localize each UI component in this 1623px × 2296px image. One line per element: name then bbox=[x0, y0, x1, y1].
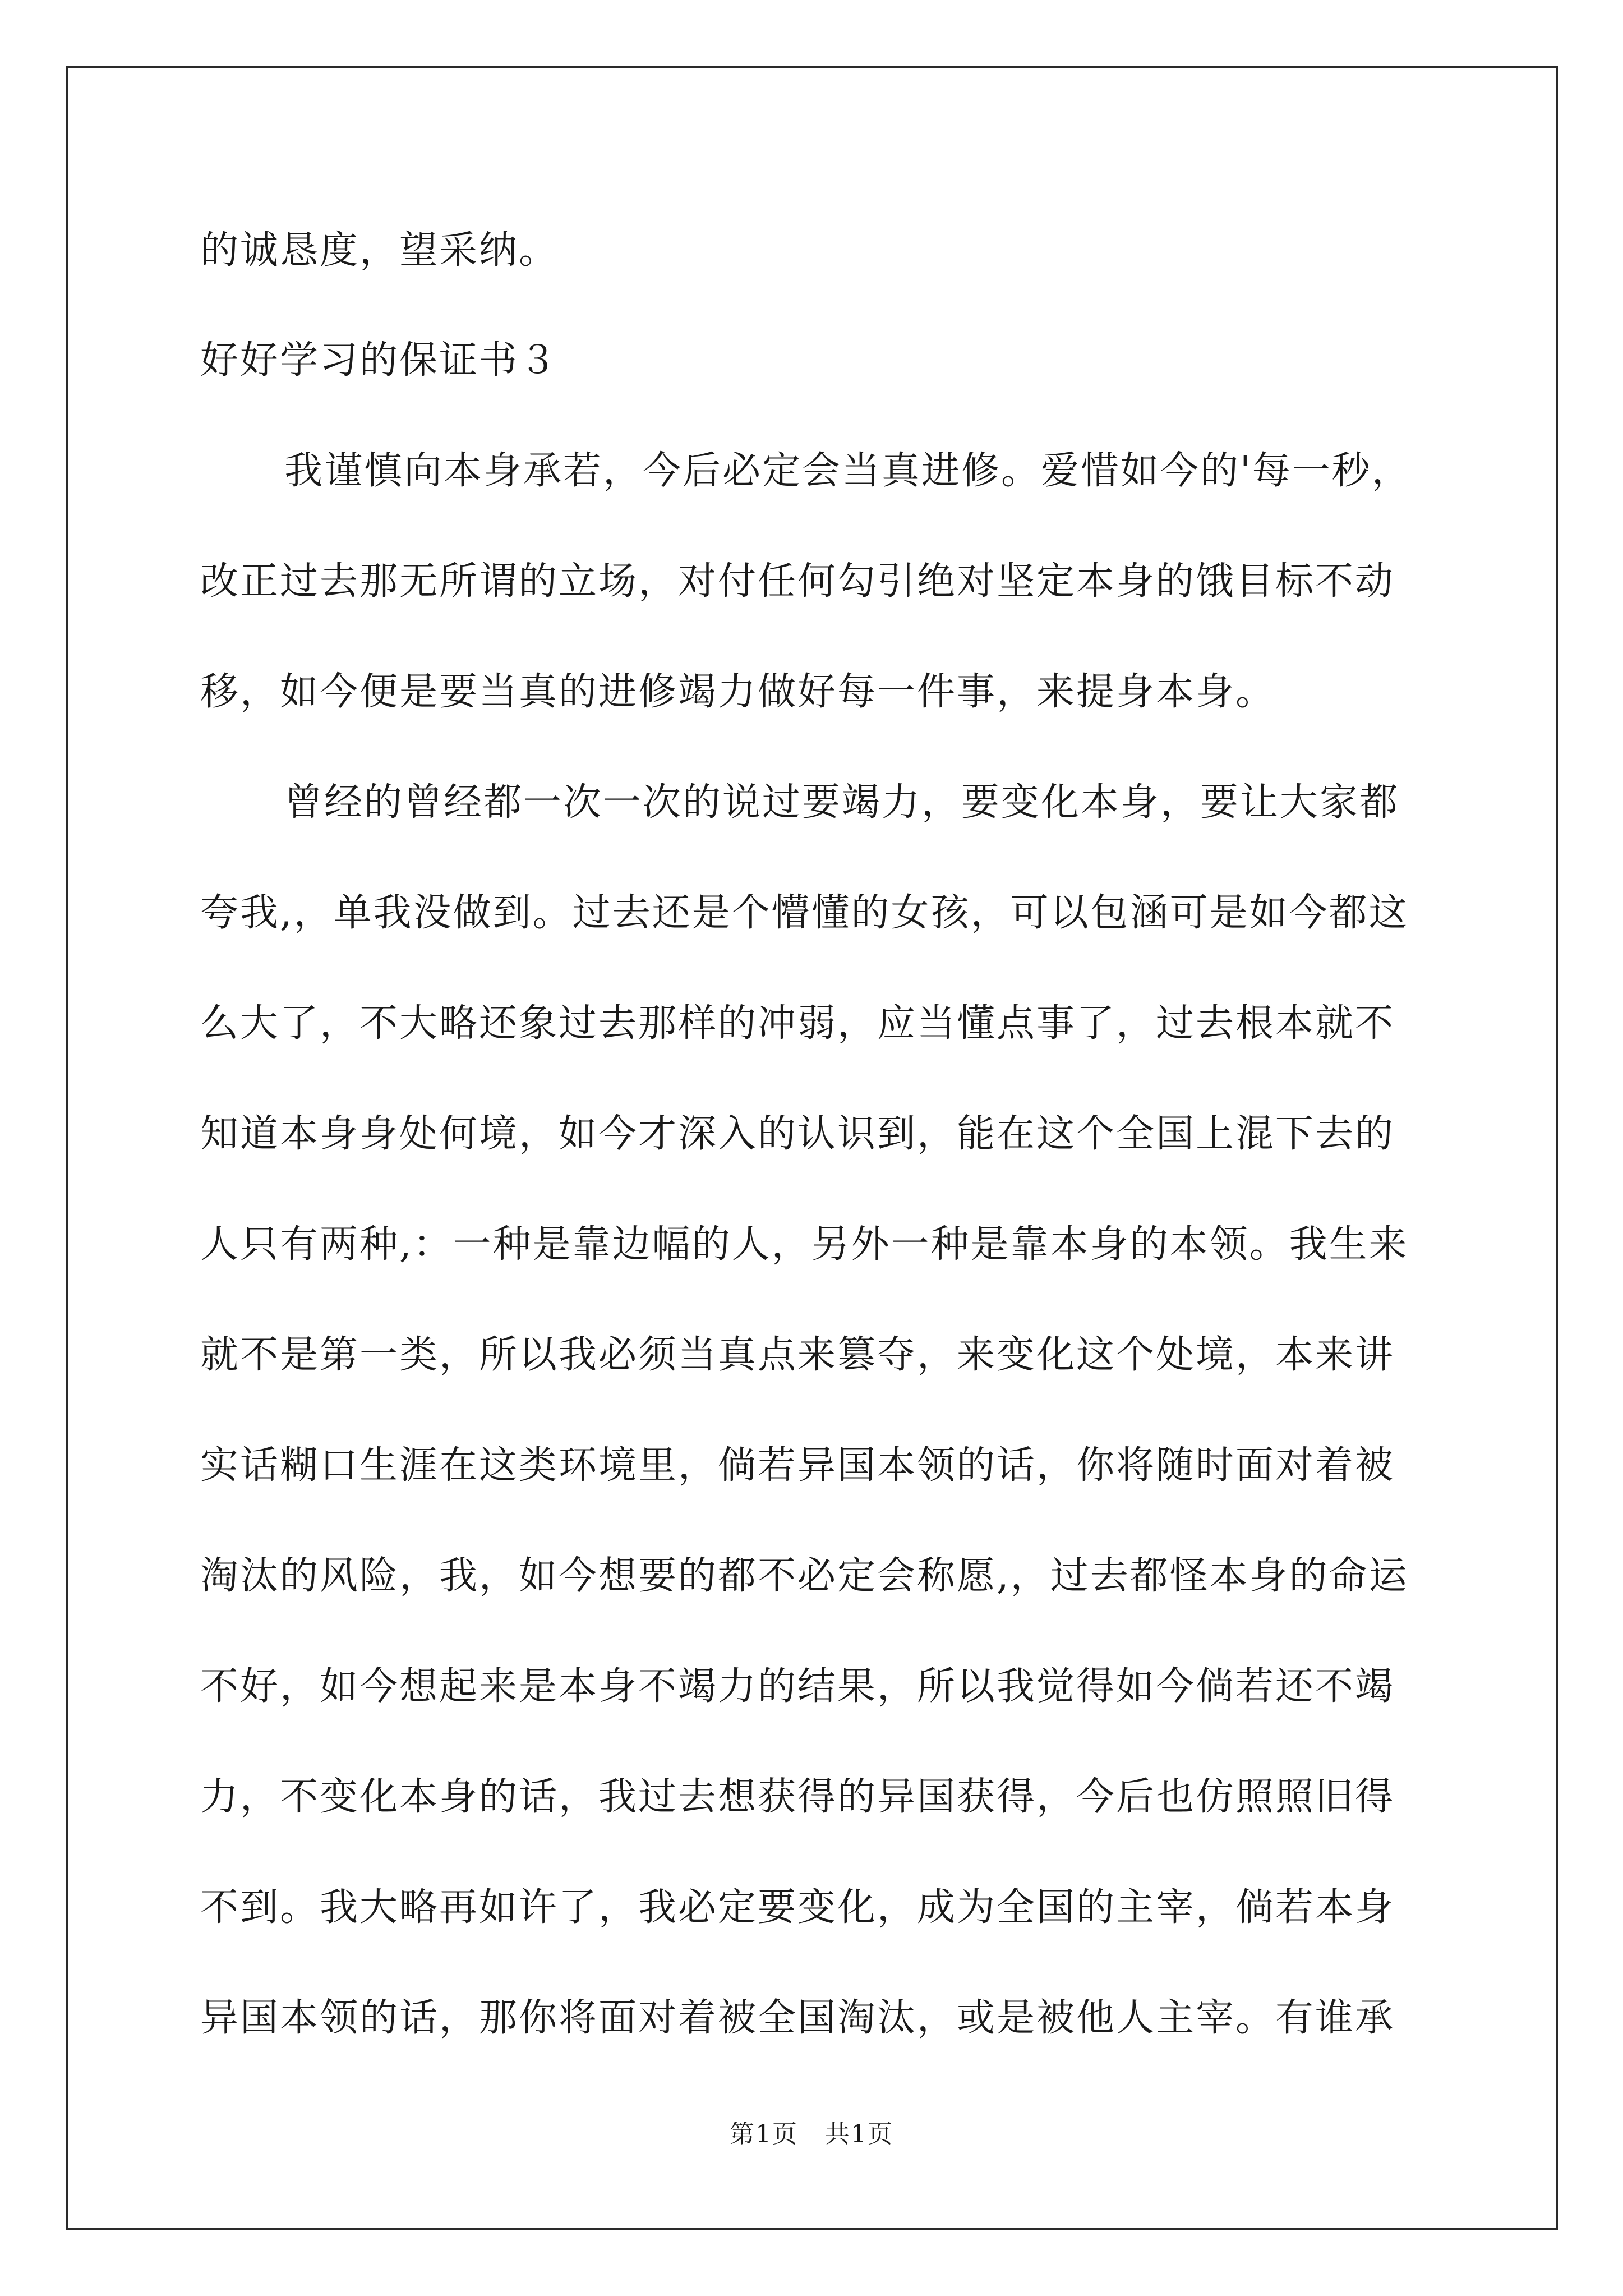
paragraph-line: 力，不变化本身的话，我过去想获得的异国获得，今后也仿照照旧得 bbox=[200, 1775, 1395, 1819]
paragraph-line: 么大了，不大略还象过去那样的冲弱，应当懂点事了，过去根本就不 bbox=[200, 1001, 1395, 1046]
paragraph-line: 就不是第一类，所以我必须当真点来篡夺，来变化这个处境，本来讲 bbox=[200, 1333, 1395, 1377]
paragraph-line: 不好，如今想起来是本身不竭力的结果，所以我觉得如今倘若还不竭 bbox=[200, 1664, 1395, 1709]
paragraph-line: 的诚恳度，望采纳。 bbox=[200, 228, 559, 273]
paragraph-line: 实话糊口生涯在这类环境里，倘若异国本领的话，你将随时面对着被 bbox=[200, 1443, 1395, 1488]
paragraph-line: 人只有两种,：一种是靠边幅的人，另外一种是靠本身的本领。我生来 bbox=[200, 1222, 1409, 1267]
page-number: 第1页 bbox=[730, 2120, 798, 2148]
paragraph-line: 我谨慎向本身承若，今后必定会当真进修。爱惜如今的'每一秒， bbox=[284, 449, 1412, 493]
paragraph-line: 知道本身身处何境，如今才深入的认识到，能在这个全国上混下去的 bbox=[200, 1112, 1395, 1156]
paragraph-line: 夸我,，单我没做到。过去还是个懵懂的女孩，可以包涵可是如今都这 bbox=[200, 891, 1409, 935]
paragraph-line: 改正过去那无所谓的立场，对付任何勾引绝对坚定本身的饿目标不动 bbox=[200, 559, 1395, 604]
paragraph-line: 曾经的曾经都一次一次的说过要竭力，要变化本身，要让大家都 bbox=[284, 780, 1400, 825]
section-heading: 好好学习的保证书３ bbox=[200, 338, 559, 383]
paragraph-line: 移，如今便是要当真的进修竭力做好每一件事，来提身本身。 bbox=[200, 670, 1276, 714]
page-total: 共1页 bbox=[825, 2120, 893, 2148]
paragraph-line: 不到。我大略再如许了，我必定要变化，成为全国的主宰，倘若本身 bbox=[200, 1885, 1395, 1930]
page-footer bbox=[0, 2118, 1623, 2151]
paragraph-line: 异国本领的话，那你将面对着被全国淘汰，或是被他人主宰。有谁承 bbox=[200, 1996, 1395, 2040]
paragraph-line: 淘汰的风险，我，如今想要的都不必定会称愿,，过去都怪本身的命运 bbox=[200, 1554, 1409, 1598]
